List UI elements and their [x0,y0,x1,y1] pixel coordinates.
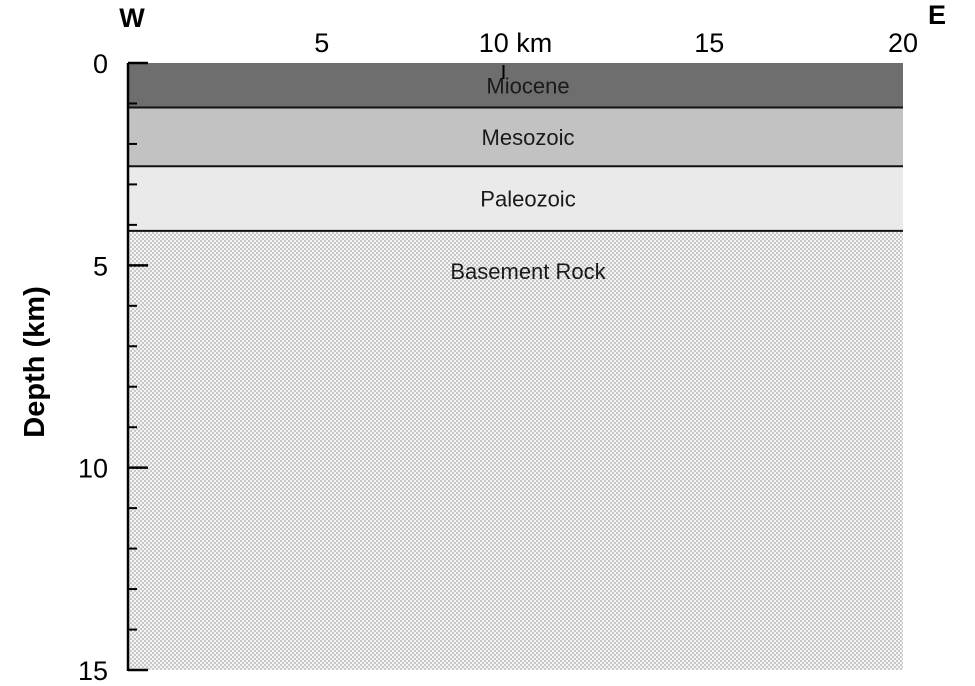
y-tick-label: 5 [92,251,108,282]
layer-basement-rock [128,231,903,670]
east-label: E [927,0,947,30]
west-label: W [119,3,145,33]
layer-label-paleozoic: Paleozoic [480,186,576,212]
strata-layers [128,63,903,670]
y-tick-label: 0 [92,49,108,79]
layer-label-miocene: Miocene [486,73,570,99]
y-tick-label: 15 [77,656,108,686]
x-tick-label: 15 [694,28,725,58]
y-tick-label: 10 [77,453,108,484]
x-tick-label: 20 [887,28,919,58]
layer-label-mesozoic: Mesozoic [481,124,575,150]
x-tick-label: 10 km [478,28,553,58]
layer-label-basement-rock: Basement Rock [450,258,606,284]
y-axis-title: Depth (km) [19,286,51,438]
x-tick-label: 5 [314,28,330,58]
